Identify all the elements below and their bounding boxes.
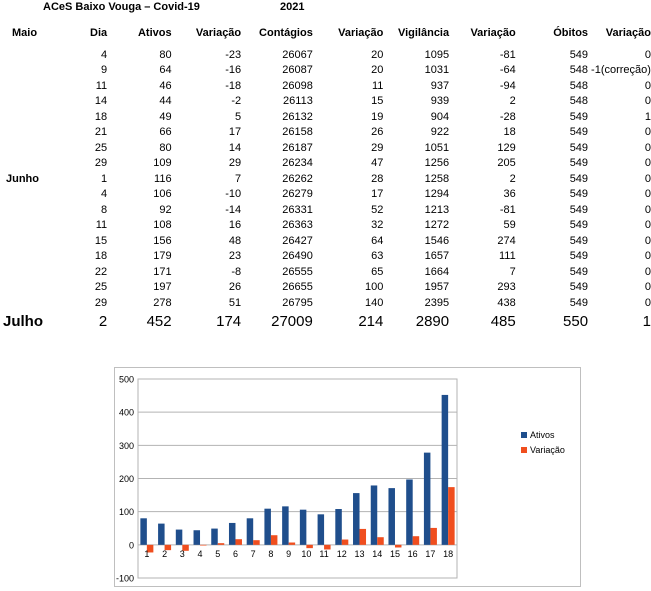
table-cell: 109 bbox=[153, 157, 172, 169]
bar-ativos bbox=[247, 518, 254, 545]
table-cell: 1957 bbox=[424, 281, 450, 293]
table-cell: -81 bbox=[499, 48, 516, 61]
month-cell bbox=[0, 249, 43, 265]
col-header: Dia bbox=[90, 27, 108, 39]
x-tick-label: 1 bbox=[144, 548, 150, 559]
total-row bbox=[0, 311, 651, 333]
table-row bbox=[0, 265, 651, 281]
table-cell: -14 bbox=[225, 203, 242, 216]
table-cell: 1 bbox=[642, 313, 651, 330]
table-cell: 485 bbox=[490, 313, 516, 330]
table-row bbox=[0, 141, 651, 157]
table-cell: 0 bbox=[644, 126, 651, 138]
table-cell: -10 bbox=[225, 188, 242, 200]
month-cell bbox=[0, 187, 43, 203]
y-tick-label: 100 bbox=[118, 507, 134, 518]
table-row bbox=[0, 187, 651, 203]
table-cell: 197 bbox=[153, 281, 172, 293]
data-table bbox=[0, 26, 651, 333]
table-cell: 22 bbox=[94, 265, 108, 278]
table-cell: 44 bbox=[159, 95, 172, 107]
month-cell: Julho bbox=[3, 313, 43, 330]
bar-ativos bbox=[424, 453, 431, 545]
table-cell: 549 bbox=[569, 265, 589, 278]
table-cell: 1 bbox=[644, 110, 651, 123]
table-cell: 2 bbox=[509, 172, 516, 185]
table-cell: 0 bbox=[644, 219, 651, 231]
table-cell: 26234 bbox=[282, 157, 313, 169]
table-cell: 65 bbox=[371, 265, 384, 278]
table-row bbox=[0, 63, 651, 79]
bar-ativos bbox=[211, 529, 218, 545]
table-cell: 9 bbox=[101, 64, 108, 76]
table-cell: 23 bbox=[228, 250, 242, 262]
table-cell: 179 bbox=[153, 250, 172, 262]
table-cell: 92 bbox=[159, 203, 172, 216]
table-cell: 25 bbox=[94, 281, 108, 293]
table-cell: 549 bbox=[569, 141, 589, 154]
bar-variacao bbox=[395, 545, 402, 548]
y-tick-label: 200 bbox=[118, 474, 134, 484]
table-cell: 16 bbox=[228, 219, 242, 231]
table-cell: 0 bbox=[644, 95, 651, 107]
table-cell: 106 bbox=[153, 188, 172, 200]
table-cell: 64 bbox=[371, 234, 384, 247]
table-cell: 1657 bbox=[424, 250, 450, 262]
bar-ativos bbox=[194, 530, 201, 545]
table-cell: 4 bbox=[101, 188, 108, 200]
table-cell: -8 bbox=[231, 265, 242, 278]
table-row bbox=[0, 296, 651, 312]
table-cell: 278 bbox=[153, 296, 172, 309]
x-tick-label: 10 bbox=[301, 548, 312, 559]
table-cell: 36 bbox=[503, 188, 516, 200]
table-cell: 0 bbox=[644, 281, 651, 293]
table-cell: 48 bbox=[228, 234, 242, 247]
month-cell bbox=[0, 79, 43, 95]
table-cell: 1095 bbox=[424, 48, 450, 61]
table-cell: 549 bbox=[569, 250, 589, 262]
bar-variacao bbox=[271, 535, 278, 545]
month-cell: Junho bbox=[6, 172, 39, 185]
table-cell: 549 bbox=[569, 48, 589, 61]
table-cell: 0 bbox=[644, 79, 651, 92]
x-tick-label: 17 bbox=[425, 548, 436, 559]
month-cell bbox=[0, 141, 43, 157]
bar-variacao bbox=[200, 545, 207, 546]
table-cell: 2890 bbox=[415, 313, 450, 330]
table-cell: 111 bbox=[498, 250, 516, 262]
table-cell: 26187 bbox=[282, 141, 313, 154]
table-cell: 26795 bbox=[282, 296, 313, 309]
x-tick-label: 12 bbox=[336, 548, 347, 559]
chart-area bbox=[114, 367, 581, 587]
table-cell: 18 bbox=[94, 250, 108, 262]
legend-swatch bbox=[521, 432, 527, 438]
bar-variacao bbox=[360, 529, 367, 545]
table-cell: 922 bbox=[430, 126, 450, 138]
x-tick-label: 6 bbox=[232, 548, 238, 559]
bar-ativos bbox=[442, 395, 449, 545]
table-cell: 1546 bbox=[424, 234, 450, 247]
table-cell: 11 bbox=[95, 79, 108, 92]
x-tick-label: 9 bbox=[286, 548, 292, 559]
col-header: Ativos bbox=[137, 27, 172, 39]
bar-variacao bbox=[448, 487, 455, 545]
table-cell: 0 bbox=[644, 141, 651, 154]
table-cell: 29 bbox=[371, 141, 384, 154]
table-cell: 51 bbox=[228, 296, 242, 309]
table-cell: 549 bbox=[569, 110, 589, 123]
bar-ativos bbox=[335, 509, 342, 545]
col-header: Variação bbox=[605, 27, 651, 39]
table-cell: -1(correção) bbox=[591, 64, 651, 76]
table-cell: 548 bbox=[569, 95, 589, 107]
table-cell: 549 bbox=[569, 234, 589, 247]
table-cell: 26655 bbox=[282, 281, 313, 293]
table-cell: 26158 bbox=[282, 126, 313, 138]
table-cell: 214 bbox=[358, 313, 384, 330]
table-cell: 26067 bbox=[282, 48, 313, 61]
table-cell: -18 bbox=[225, 79, 242, 92]
table-row bbox=[0, 156, 651, 172]
table-cell: 26555 bbox=[282, 265, 313, 278]
bar-chart bbox=[115, 368, 580, 586]
month-cell bbox=[0, 265, 43, 281]
bar-ativos bbox=[282, 506, 289, 544]
table-cell: 2 bbox=[509, 95, 516, 107]
table-cell: 0 bbox=[644, 250, 651, 262]
y-tick-label: 500 bbox=[118, 374, 134, 385]
table-row bbox=[0, 172, 651, 188]
bar-ativos bbox=[140, 518, 147, 545]
x-tick-label: 7 bbox=[250, 548, 256, 559]
x-tick-label: 4 bbox=[197, 548, 203, 559]
table-cell: 274 bbox=[497, 234, 516, 247]
table-cell: 11 bbox=[95, 219, 108, 231]
x-tick-label: 5 bbox=[215, 548, 221, 559]
table-cell: 1664 bbox=[424, 265, 450, 278]
table-cell: 63 bbox=[371, 250, 384, 262]
table-cell: 14 bbox=[228, 141, 242, 154]
table-cell: 548 bbox=[569, 79, 589, 92]
month-cell bbox=[0, 110, 43, 126]
table-cell: 452 bbox=[146, 313, 172, 330]
table-cell: 80 bbox=[159, 48, 172, 61]
y-tick-label: 0 bbox=[128, 540, 134, 551]
table-cell: 26331 bbox=[282, 203, 313, 216]
table-cell: 17 bbox=[371, 188, 384, 200]
sheet-title: ACeS Baixo Vouga – Covid-19 bbox=[43, 1, 200, 13]
bar-ativos bbox=[158, 524, 165, 545]
table-cell: 7 bbox=[235, 172, 242, 185]
table-cell: 0 bbox=[644, 188, 651, 200]
table-cell: 15 bbox=[371, 95, 384, 107]
table-cell: 549 bbox=[569, 203, 589, 216]
table-cell: 47 bbox=[371, 157, 384, 169]
table-cell: 26427 bbox=[282, 234, 313, 247]
y-tick-label: -100 bbox=[115, 573, 134, 584]
table-cell: 26113 bbox=[283, 95, 313, 107]
table-cell: 26490 bbox=[282, 250, 313, 262]
table-cell: 66 bbox=[159, 126, 172, 138]
legend-label: Ativos bbox=[530, 430, 555, 440]
table-cell: 80 bbox=[159, 141, 172, 154]
table-cell: 8 bbox=[101, 203, 108, 216]
legend-swatch bbox=[521, 447, 527, 453]
table-cell: 550 bbox=[563, 313, 589, 330]
table-cell: 0 bbox=[644, 157, 651, 169]
table-cell: 116 bbox=[154, 172, 172, 185]
table-cell: 26363 bbox=[282, 219, 313, 231]
table-cell: 26 bbox=[228, 281, 242, 293]
table-cell: 1256 bbox=[424, 157, 450, 169]
table-cell: 26087 bbox=[282, 64, 313, 76]
table-cell: 0 bbox=[644, 296, 651, 309]
table-cell: 26279 bbox=[282, 188, 313, 200]
month-cell bbox=[0, 48, 43, 64]
table-cell: 26132 bbox=[282, 110, 313, 123]
table-cell: 28 bbox=[371, 172, 384, 185]
bar-ativos bbox=[353, 493, 360, 545]
table-cell: 52 bbox=[371, 203, 384, 216]
table-cell: 1294 bbox=[424, 188, 450, 200]
table-cell: 29 bbox=[228, 157, 242, 169]
bar-ativos bbox=[300, 510, 307, 545]
month-cell bbox=[0, 234, 43, 250]
col-header: Óbitos bbox=[553, 27, 589, 39]
x-tick-label: 3 bbox=[179, 548, 185, 559]
y-tick-label: 400 bbox=[118, 407, 134, 418]
table-cell: 549 bbox=[569, 172, 589, 185]
table-cell: 100 bbox=[365, 281, 384, 293]
bar-ativos bbox=[229, 523, 236, 545]
table-cell: 20 bbox=[371, 48, 384, 61]
col-header: Maio bbox=[12, 27, 38, 39]
table-row bbox=[0, 234, 651, 250]
table-cell: 14 bbox=[94, 95, 108, 107]
table-row bbox=[0, 94, 651, 110]
table-cell: 129 bbox=[497, 141, 516, 154]
table-cell: 25 bbox=[94, 141, 108, 154]
table-row bbox=[0, 125, 651, 141]
col-header: Variação bbox=[470, 27, 516, 39]
table-cell: 4 bbox=[101, 48, 108, 61]
table-cell: 2 bbox=[98, 313, 108, 330]
table-cell: 18 bbox=[503, 126, 516, 138]
table-row bbox=[0, 48, 651, 64]
table-cell: 438 bbox=[497, 296, 516, 309]
table-cell: 205 bbox=[497, 157, 516, 169]
x-tick-label: 18 bbox=[443, 548, 454, 559]
table-cell: -23 bbox=[225, 48, 242, 61]
table-cell: 904 bbox=[430, 110, 450, 123]
table-cell: 108 bbox=[153, 219, 172, 231]
bar-ativos bbox=[406, 479, 413, 544]
table-cell: 548 bbox=[569, 64, 589, 76]
table-cell: 1031 bbox=[424, 64, 450, 76]
table-cell: 939 bbox=[430, 95, 450, 107]
month-cell bbox=[0, 296, 43, 312]
table-cell: 549 bbox=[569, 126, 589, 138]
month-cell bbox=[0, 203, 43, 219]
table-row bbox=[0, 203, 651, 219]
table-cell: 0 bbox=[644, 203, 651, 216]
col-header: Contágios bbox=[259, 27, 313, 39]
x-tick-label: 15 bbox=[389, 548, 400, 559]
month-cell bbox=[0, 218, 43, 234]
bar-variacao bbox=[235, 539, 242, 545]
table-cell: 1 bbox=[101, 172, 108, 185]
x-tick-label: 13 bbox=[354, 548, 365, 559]
table-cell: 293 bbox=[497, 281, 516, 293]
bar-variacao bbox=[289, 543, 296, 545]
x-tick-label: 11 bbox=[319, 548, 329, 559]
x-tick-label: 16 bbox=[407, 548, 418, 559]
month-cell bbox=[0, 280, 43, 296]
table-cell: 0 bbox=[644, 48, 651, 61]
table-cell: 21 bbox=[94, 126, 108, 138]
table-cell: -2 bbox=[231, 95, 242, 107]
table-cell: 2395 bbox=[424, 296, 450, 309]
bar-ativos bbox=[176, 530, 183, 545]
table-cell: 171 bbox=[153, 265, 172, 278]
table-cell: -28 bbox=[499, 110, 516, 123]
table-row bbox=[0, 249, 651, 265]
bar-ativos bbox=[388, 488, 395, 545]
table-cell: 59 bbox=[503, 219, 516, 231]
table-cell: 26 bbox=[371, 126, 384, 138]
table-cell: 46 bbox=[159, 79, 172, 92]
table-cell: 17 bbox=[228, 126, 242, 138]
table-cell: 26098 bbox=[282, 79, 313, 92]
table-cell: 549 bbox=[569, 281, 589, 293]
table-cell: 156 bbox=[153, 234, 172, 247]
table-cell: -81 bbox=[499, 203, 516, 216]
table-cell: -94 bbox=[499, 79, 516, 92]
x-tick-label: 8 bbox=[268, 548, 274, 559]
bar-variacao bbox=[342, 540, 349, 545]
bar-ativos bbox=[371, 485, 378, 544]
table-cell: 1258 bbox=[424, 172, 450, 185]
table-cell: 0 bbox=[644, 172, 651, 185]
table-cell: 549 bbox=[569, 219, 589, 231]
col-header: Vigilância bbox=[397, 27, 450, 39]
table-cell: 140 bbox=[365, 296, 384, 309]
bar-variacao bbox=[413, 536, 420, 545]
table-cell: 64 bbox=[159, 64, 172, 76]
header-row bbox=[0, 26, 651, 42]
x-tick-label: 14 bbox=[372, 548, 383, 559]
table-cell: 19 bbox=[371, 110, 384, 123]
table-cell: 549 bbox=[569, 188, 589, 200]
table-cell: 20 bbox=[371, 64, 384, 76]
table-cell: 174 bbox=[216, 313, 242, 330]
col-header: Variação bbox=[338, 27, 384, 39]
table-cell: 1213 bbox=[424, 203, 450, 216]
table-cell: 29 bbox=[94, 157, 108, 169]
table-row bbox=[0, 280, 651, 296]
bar-ativos bbox=[318, 514, 325, 545]
table-cell: -16 bbox=[225, 64, 242, 76]
bar-variacao bbox=[430, 528, 437, 545]
table-cell: 11 bbox=[371, 79, 384, 92]
table-cell: 0 bbox=[644, 234, 651, 247]
table-cell: -64 bbox=[499, 64, 516, 76]
table-cell: 549 bbox=[569, 157, 589, 169]
x-tick-label: 2 bbox=[162, 548, 168, 559]
bar-variacao bbox=[253, 540, 260, 545]
table-cell: 18 bbox=[94, 110, 108, 123]
table-cell: 549 bbox=[569, 296, 589, 309]
table-cell: 1051 bbox=[424, 141, 450, 154]
table-cell: 27009 bbox=[271, 313, 313, 330]
table-row bbox=[0, 110, 651, 126]
table-cell: 0 bbox=[644, 265, 651, 278]
table-cell: 49 bbox=[159, 110, 172, 123]
month-cell bbox=[0, 94, 43, 110]
bar-variacao bbox=[377, 537, 384, 545]
month-cell bbox=[0, 63, 43, 79]
bar-ativos bbox=[264, 509, 271, 545]
table-cell: 29 bbox=[94, 296, 108, 309]
bar-variacao bbox=[218, 543, 225, 545]
table-cell: 32 bbox=[371, 219, 384, 231]
bar-variacao bbox=[306, 545, 313, 548]
table-cell: 26262 bbox=[282, 172, 313, 185]
legend-label: Variação bbox=[530, 445, 565, 455]
month-cell bbox=[0, 125, 43, 141]
sheet-year: 2021 bbox=[280, 1, 305, 13]
col-header: Variação bbox=[195, 27, 242, 39]
month-cell bbox=[0, 156, 43, 172]
y-tick-label: 300 bbox=[118, 440, 134, 451]
table-row bbox=[0, 218, 651, 234]
table-cell: 7 bbox=[509, 265, 516, 278]
table-cell: 1272 bbox=[424, 219, 450, 231]
table-row bbox=[0, 79, 651, 95]
table-cell: 937 bbox=[430, 79, 450, 92]
table-cell: 5 bbox=[235, 110, 242, 123]
table-cell: 15 bbox=[94, 234, 108, 247]
